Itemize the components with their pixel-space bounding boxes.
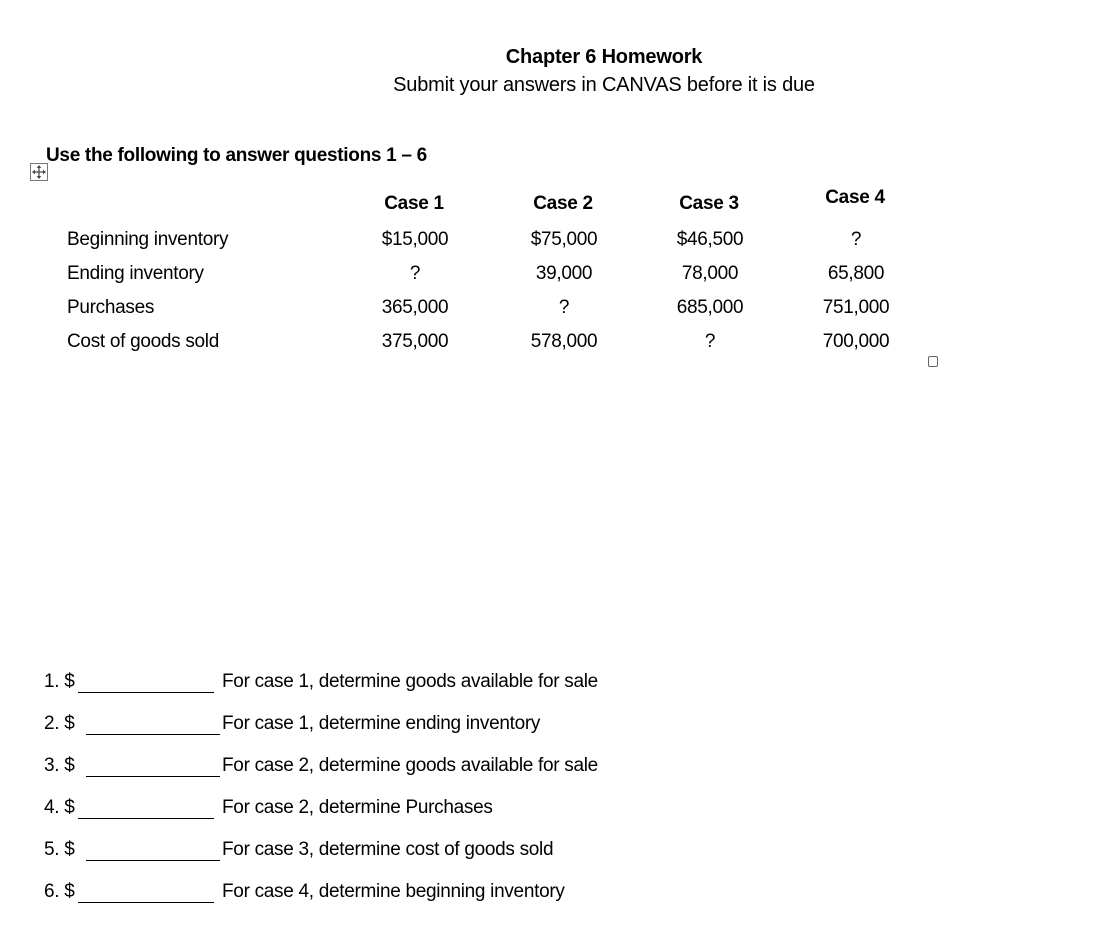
answer-blank[interactable] <box>86 756 220 777</box>
row-label-ending-inventory: Ending inventory <box>67 263 204 284</box>
question-text: For case 1, determine goods available for sale <box>222 671 598 692</box>
question-number: 1. $ <box>44 671 75 692</box>
question-4 <box>44 793 493 819</box>
column-header-case-2: Case 2 <box>533 193 593 214</box>
row-label-cost-of-goods-sold: Cost of goods sold <box>67 331 219 352</box>
question-number: 2. $ <box>44 713 75 734</box>
column-header-case-4: Case 4 <box>825 187 885 208</box>
question-number: 4. $ <box>44 797 75 818</box>
column-header-case-3: Case 3 <box>679 193 739 214</box>
question-number: 6. $ <box>44 881 75 902</box>
question-number: 5. $ <box>44 839 75 860</box>
answer-blank[interactable] <box>86 714 220 735</box>
answer-blank[interactable] <box>78 672 214 693</box>
table-cell: ? <box>704 331 716 352</box>
row-label-beginning-inventory: Beginning inventory <box>67 229 229 250</box>
answer-blank[interactable] <box>78 882 214 903</box>
answer-blank[interactable] <box>86 840 220 861</box>
intro-instructions: Use the following to answer questions 1 – 6 <box>46 145 427 166</box>
answer-blank[interactable] <box>78 798 214 819</box>
table-cell: ? <box>558 297 570 318</box>
table-cell: 685,000 <box>676 297 744 318</box>
question-text: For case 1, determine ending inventory <box>222 713 541 734</box>
table-cell: 39,000 <box>535 263 593 284</box>
table-cell: 375,000 <box>381 331 449 352</box>
table-cell: 365,000 <box>381 297 449 318</box>
question-text: For case 2, determine goods available for sale <box>222 755 598 776</box>
question-text: For case 2, determine Purchases <box>222 797 493 818</box>
page-subtitle: Submit your answers in CANVAS before it is due <box>393 74 815 96</box>
table-cell: $15,000 <box>381 229 449 250</box>
question-text: For case 4, determine beginning inventory <box>222 881 565 902</box>
question-text: For case 3, determine cost of goods sold <box>222 839 554 860</box>
table-cell: 700,000 <box>822 331 890 352</box>
question-number: 3. $ <box>44 755 75 776</box>
table-cell: 578,000 <box>530 331 598 352</box>
table-cell: ? <box>409 263 421 284</box>
table-cell: $75,000 <box>530 229 598 250</box>
question-3 <box>44 751 598 777</box>
table-cell: 751,000 <box>822 297 890 318</box>
table-cell: $46,500 <box>676 229 744 250</box>
column-header-case-1: Case 1 <box>384 193 444 214</box>
page-title: Chapter 6 Homework <box>505 46 703 68</box>
row-label-purchases: Purchases <box>67 297 155 318</box>
cell-end-marker-icon <box>928 356 938 367</box>
table-cell: 78,000 <box>681 263 739 284</box>
table-cell: ? <box>850 229 862 250</box>
question-1 <box>44 667 598 693</box>
question-5 <box>44 835 553 861</box>
question-2 <box>44 709 540 735</box>
table-cell: 65,800 <box>827 263 885 284</box>
question-6 <box>44 877 565 903</box>
